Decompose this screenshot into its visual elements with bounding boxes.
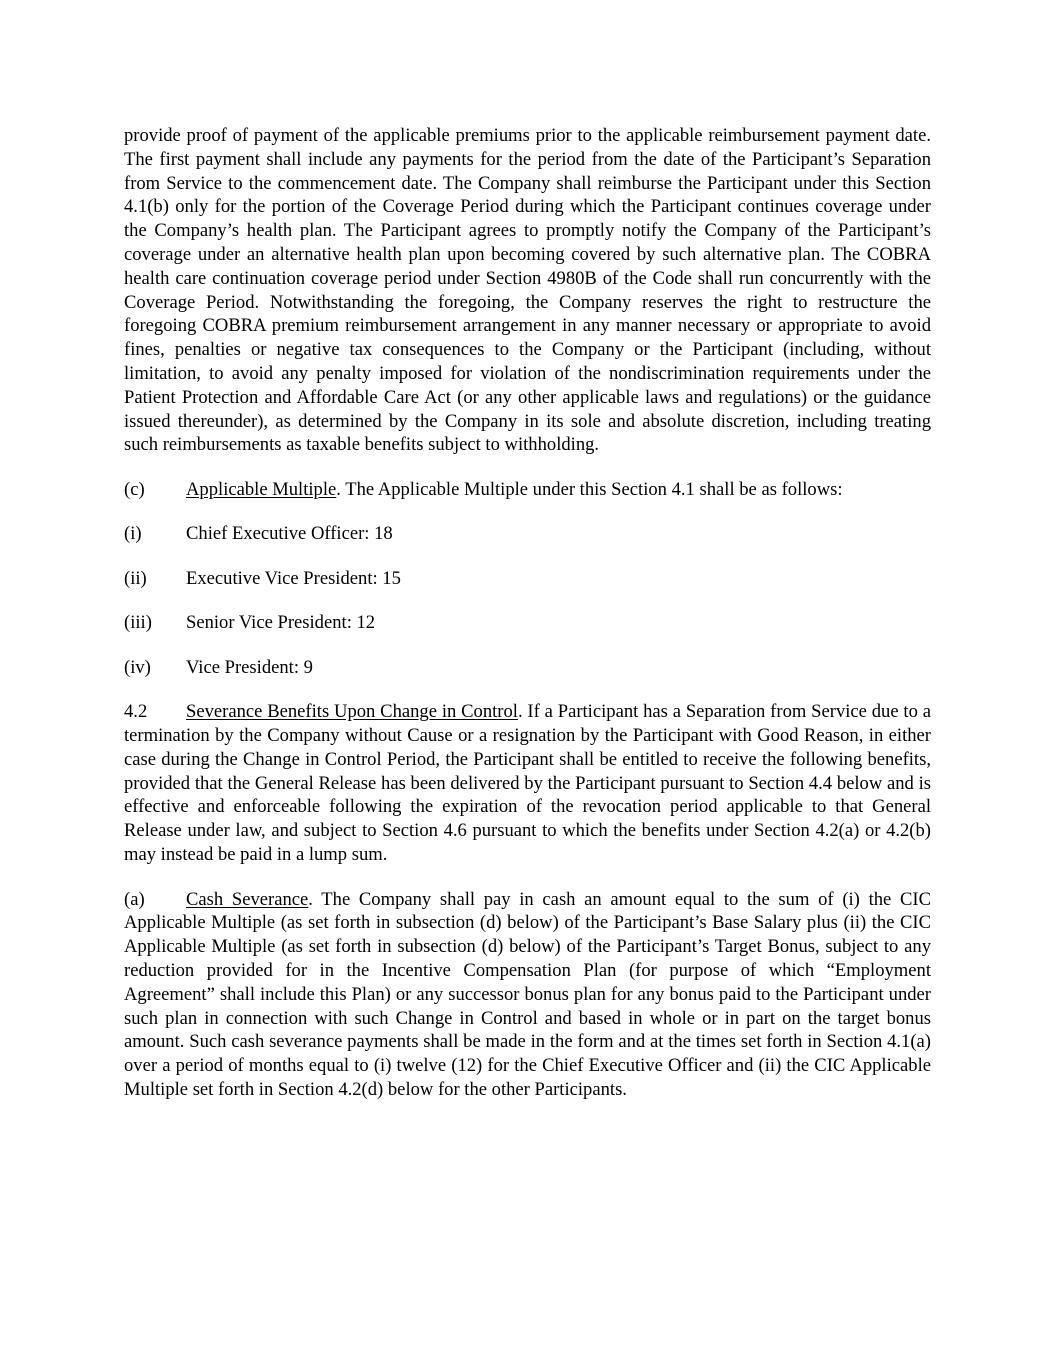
multiple-text: Chief Executive Officer: 18 [186,523,393,545]
multiple-item [124,656,931,680]
multiple-label: (ii) [124,567,147,589]
section-4-2-heading: Severance Benefits Upon Change in Control [186,701,518,723]
multiple-text: Vice President: 9 [186,656,313,678]
section-4-2 [124,700,931,867]
multiple-label: (iv) [124,656,151,678]
section-4-2-number: 4.2 [124,701,148,723]
section-a [124,888,931,1102]
section-c [124,478,931,502]
section-c-heading: Applicable Multiple [186,478,337,500]
section-a-label: (a) [124,888,145,910]
multiple-item [124,567,931,591]
intro-paragraph: provide proof of payment of the applicable premiums prior to the applicable reimbursement payment date. The first payment shall include any payments for the period from the date of the Participant’s Separation from Service to the commencement date. The Company shall reimburse the Participant under this Section 4.1(b) only for the portion of the Coverage Period during which the Participant continues coverage under the Company’s health plan. The Participant agrees to promptly notify the Company of the Participant’s coverage under an alternative health plan upon becoming covered by such alternative plan. The COBRA health care continuation coverage period under Section 4980B of the Code shall run concurrently with the Coverage Period. Notwithstanding the foregoing, the Company reserves the right to restructure the foregoing COBRA premium reimbursement arrangement in any manner necessary or appropriate to avoid fines, penalties or negative tax consequences to the Company or the Participant (including, without limitation, to avoid any penalty imposed for violation of the nondiscrimination requirements under the Patient Protection and Affordable Care Act (or any other applicable laws and regulations) or the guidance issued thereunder), as determined by the Company in its sole and absolute discretion, including treating such reimbursements as taxable benefits subject to withholding. [124,125,931,456]
multiple-text: Executive Vice President: 15 [186,567,401,589]
multiple-item [124,522,931,546]
section-c-label: (c) [124,478,145,500]
section-c-text: . The Applicable Multiple under this Section 4.1 shall be as follows: [336,478,843,500]
multiple-label: (i) [124,523,142,545]
document-page [124,124,931,1102]
multiple-item [124,611,931,635]
section-a-heading: Cash Severance [186,888,309,910]
section-4-2-text: . If a Participant has a Separation from Service due to a termination by the Company without Cause or a resignation by the Participant with Good Reason, in either case during the Change in Control Period, the Participant shall be entitled to receive the following benefits, provided that the General Release has been delivered by the Participant pursuant to Section 4.4 below and is effective and enforceable following the expiration of the revocation period applicable to that General Release under law, and subject to Section 4.6 pursuant to which the benefits under Section 4.2(a) or 4.2(b) may instead be paid in a lump sum. [124,701,931,866]
section-a-text: . The Company shall pay in cash an amount equal to the sum of (i) the CIC Applicable Multiple (as set forth in subsection (d) below) of the Participant’s Base Salary plus (ii) the CIC Applicable Multiple (as set forth in subsection (d) below) of the Participant’s Target Bonus, subject to any reduction provided for in the Incentive Compensation Plan (for purpose of which “Employment Agreement” shall include this Plan) or any successor bonus plan for any bonus paid to the Participant under such plan in connection with such Change in Control and based in whole or in part on the target bonus amount. Such cash severance payments shall be made in the form and at the times set forth in Section 4.1(a) over a period of months equal to (i) twelve (12) for the Chief Executive Officer and (ii) the CIC Applicable Multiple set forth in Section 4.2(d) below for the other Participants. [124,888,931,1100]
multiple-text: Senior Vice President: 12 [186,612,376,634]
multiple-label: (iii) [124,612,152,634]
section-c-body [186,478,931,502]
